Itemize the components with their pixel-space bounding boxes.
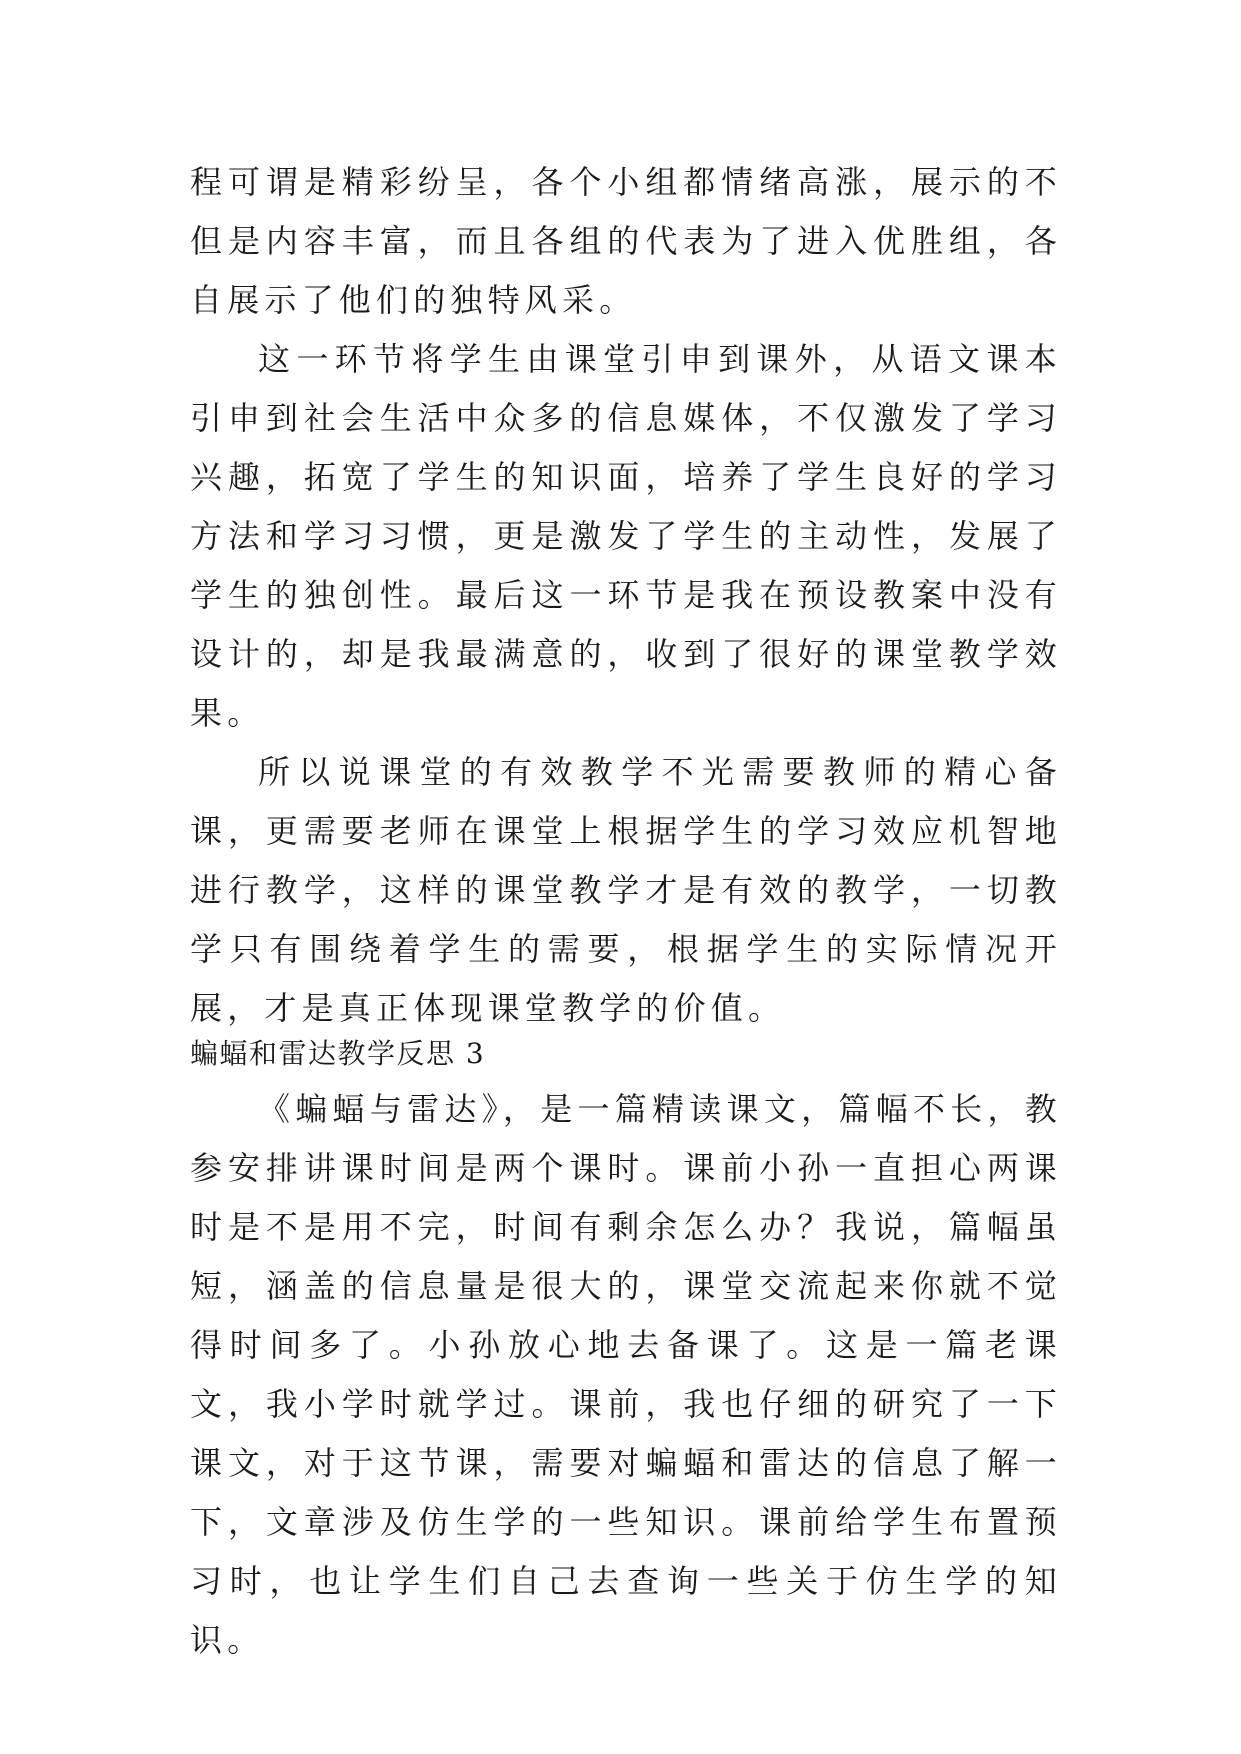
body-paragraph: 这一环节将学生由课堂引申到课外，从语文课本引申到社会生活中众多的信息媒体，不仅激发了学习兴趣，拓宽了学生的知识面，培养了学生良好的学习方法和学习习惯，更是激发了学生的主动性，发展了学生的独创性。最后这一环节是我在预设教案中没有设计的，却是我最满意的，收到了很好的课堂教学效果。	[190, 340, 1062, 732]
top-text-block	[190, 153, 1062, 1038]
body-paragraph: 所以说课堂的有效教学不光需要教师的精心备课，更需要老师在课堂上根据学生的学习效应机智地进行教学，这样的课堂教学才是有效的教学，一切教学只有围绕着学生的需要，根据学生的实际情况开展，才是真正体现课堂教学的价值。	[190, 753, 1062, 1027]
bottom-text-block	[190, 1080, 1062, 1670]
body-paragraph: 《蝙蝠与雷达》，是一篇精读课文，篇幅不长，教参安排讲课时间是两个课时。课前小孙一直担心两课时是不是用不完，时间有剩余怎么办？我说，篇幅虽短，涵盖的信息量是很大的，课堂交流起来你就不觉得时间多了。小孙放心地去备课了。这是一篇老课文，我小学时就学过。课前，我也仔细的研究了一下课文，对于这节课，需要对蝙蝠和雷达的信息了解一下，文章涉及仿生学的一些知识。课前给学生布置预习时，也让学生们自己去查询一些关于仿生学的知识。	[190, 1090, 1062, 1659]
continuation-paragraph: 程可谓是精彩纷呈，各个小组都情绪高涨，展示的不但是内容丰富，而且各组的代表为了进入优胜组，各自展示了他们的独特风采。	[190, 163, 1062, 319]
section-heading: 蝙蝠和雷达教学反思 3	[190, 1037, 486, 1070]
